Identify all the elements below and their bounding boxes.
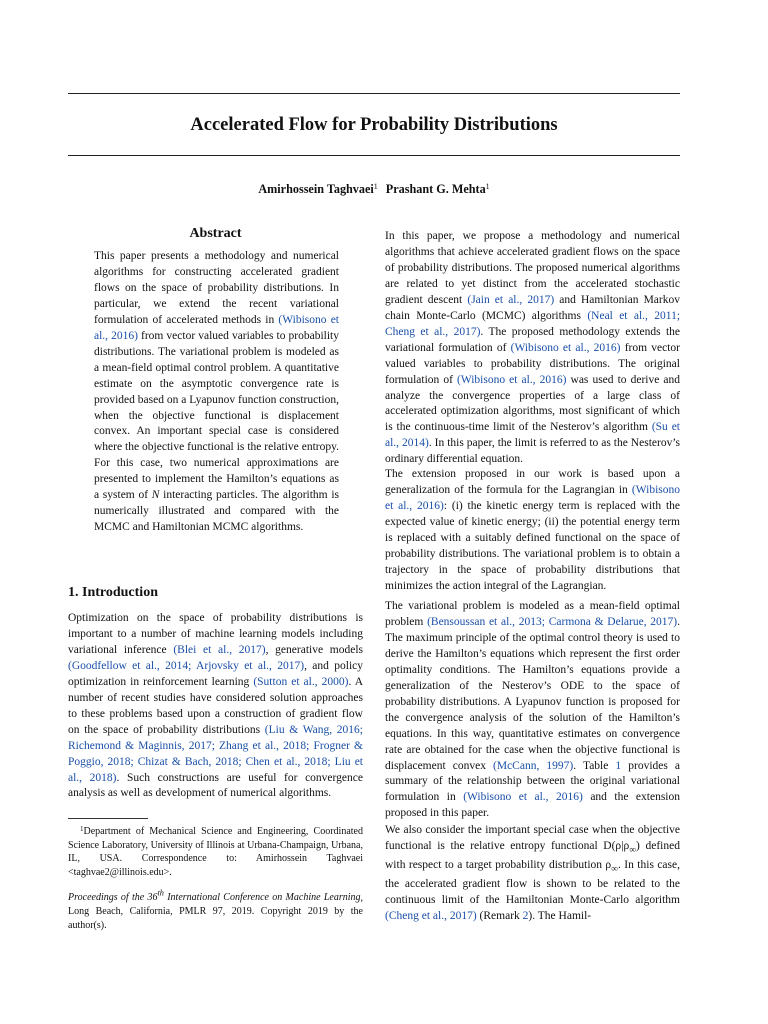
abstract-body [94,249,339,536]
text-run: . In this case, the accelerated gradient flow is shown to be related to the continuous limit of the Hamiltonian Monte-Carlo algorithm [385,859,680,907]
citation-link[interactable]: (Jain et al., 2017) [467,293,555,306]
body-paragraph [385,467,680,595]
abstract-heading: Abstract [189,226,242,241]
text-run: We also consider the important special case when the objective functional is the relative entropy functional D(ρ|ρ [385,824,680,852]
abstract-paragraph [94,249,339,536]
citation-link[interactable]: (Wibisono et al., 2016) [457,373,567,386]
citation-link[interactable]: (Wibisono et al., 2016) [385,483,680,512]
text-run: ). The Hamil- [528,910,592,923]
author-name: Amirhossein Taghvaei [258,182,374,196]
proceedings-rest: , Long Beach, California, PMLR 97, 2019. Copyright 2019 by the author(s). [68,892,363,931]
affiliation-footnote [68,823,363,879]
proceedings-note [68,887,363,932]
text-run: Optimization on the space of probability distributions is important to a number of machine learning models including variational inference [68,612,363,656]
body-paragraph [385,599,680,822]
text-run: ) defined with respect to a target probability distribution ρ [385,839,680,872]
citation-link[interactable]: (Liu & Wang, 2016; Richemond & Maginnis, 2017; Zhang et al., 2018; Frogner & Poggio, 2018; Chizat & Bach, 2018; Chen et al., 2018; Liu et al., 2018) [68,723,363,784]
text-run: The extension proposed in our work is based upon a generalization of the formula for the Lagrangian in [385,468,680,496]
title-rule-top [68,93,680,94]
footnote-text: Department of Mechanical Science and Engineering, Coordinated Science Laboratory, University of Illinois at Urbana-Champaign, Urbana, IL, USA. Correspondence to: Amirhossein Taghvaei <taghvae2@illinois.edu>. [68,826,363,878]
text-run: , generative models [265,643,363,656]
body-paragraph [385,229,680,468]
text-run: . The maximum principle of the optimal control theory is used to derive the Hamilton’s equations which represent the first order optimality conditions. The Hamilton’s equations provide a generalization of the Nesterov’s ODE to the space of probability distributions. A Lyapunov function is proposed for the convergence analysis of the solution of the Hamilton’s equations. In this way, quantitative estimates on convergence rate are obtained for the case when the objective functional is displacement convex [385,615,681,772]
citation-link[interactable]: (Blei et al., 2017) [173,643,266,656]
proceedings-prefix: Proceedings of the 36 [68,892,158,904]
right-column-paragraph-2 [385,467,680,595]
right-column-paragraph-4 [385,823,680,925]
author-affiliation-mark: 1 [373,182,378,191]
citation-link[interactable]: (Sutton et al., 2000) [253,675,349,688]
author-list [68,179,680,197]
body-paragraph [385,823,680,925]
citation-link[interactable]: (Cheng et al., 2017) [385,910,477,923]
introduction-body [68,611,363,802]
proceedings-ordinal: th [157,889,164,898]
text-run: In this paper, we propose a methodology and numerical algorithms that achieve accelerated gradient flows on the space of probability distributions. The proposed numerical algorithms are related to yet distinct from the accelerated stochastic gradient descent [385,230,680,306]
title-rule-bottom [68,155,680,156]
author-affiliation-mark: 1 [485,182,490,191]
text-run: from vector valued variables to probability distributions. The original formulation of [385,341,680,386]
footnote-mark: 1 [80,825,84,833]
citation-link[interactable]: 1 [615,759,622,772]
author-name: Prashant G. Mehta [385,182,486,196]
text-run: This paper presents a methodology and numerical algorithms for constructing accelerated gradient flows on the space of probability distributions. In particular, we extend the recent variational formulation of accelerated methods in [94,250,339,326]
citation-link[interactable]: 2 [522,910,529,923]
text-run: , and policy optimization in reinforcement learning [68,659,363,688]
introduction-paragraph [68,611,363,802]
math-subscript: ∞ [629,844,637,856]
text-run: . Such constructions are useful for convergence analysis as well as development of numerical algorithms. [68,771,363,800]
section-heading-introduction: 1. Introduction [68,585,158,600]
right-column-paragraph-1 [385,229,680,468]
citation-link[interactable]: (Bensoussan et al., 2013; Carmona & Delarue, 2017) [427,615,678,628]
text-run: . In this paper, the limit is referred to as the Nesterov’s ordinary differential equation. [385,437,680,466]
footnote-rule [68,818,148,819]
text-run: The variational problem is modeled as a mean-field optimal problem [385,600,680,628]
citation-link[interactable]: (Wibisono et al., 2016) [94,313,339,342]
citation-link[interactable]: (Neal et al., 2011; Cheng et al., 2017) [385,309,681,338]
right-column-paragraph-3 [385,599,680,822]
text-run: provides a summary of the relationship between the original variational formulation in [385,759,681,804]
text-run: and Hamiltonian Markov chain Monte-Carlo (MCMC) algorithms [385,293,680,322]
math-symbol: N [151,489,160,502]
citation-link[interactable]: (Goodfellow et al., 2014; Arjovsky et al., 2017) [68,659,305,672]
paper-title: Accelerated Flow for Probability Distributions [190,115,558,135]
text-run: was used to derive and analyze the convergence properties of a large class of accelerated optimization algorithms, most significant of which is the continuous-time limit of the Nesterov’s algorithm [385,373,680,434]
text-run: . A number of recent studies have considered solution approaches to these problems based upon a construction of gradient flow on the space of probability distributions [68,675,364,736]
text-run: and the extension proposed in this paper. [385,791,680,820]
text-run: : (i) the kinetic energy term is replaced with the expected value of kinetic energy; (ii) the potential energy term is replaced with a suitably defined functional on the space of probability distributions. The variational problem is to obtain a trajectory in the space of probability distributions that minimizes the action integral of the Lagrangian. [385,499,680,592]
citation-link[interactable]: (Wibisono et al., 2016) [463,791,583,804]
text-run: (Remark [476,910,523,923]
math-subscript: ∞ [611,863,619,875]
text-run: from vector valued variables to probability distributions. The variational problem is modeled as a mean-field optimal control problem. A quantitative estimate on the asymptotic convergence rate is provided based on a Lyapunov function construction, when the objective functional is displacement convex. An important special case is considered where the objective functional is the relative entropy. For this case, two numerical approximations are presented to implement the Hamilton’s equations as a system of [94,329,339,502]
text-run: . Table [573,759,616,772]
citation-link[interactable]: (Wibisono et al., 2016) [510,341,621,354]
text-run: . The proposed methodology extends the variational formulation of [385,325,681,354]
text-run: interacting particles. The algorithm is numerically illustrated and compared with the MCMC and Hamiltonian MCMC algorithms. [94,489,339,534]
proceedings-conference: International Conference on Machine Learning [163,892,361,904]
citation-link[interactable]: (McCann, 1997) [493,759,574,772]
citation-link[interactable]: (Su et al., 2014) [385,421,680,450]
